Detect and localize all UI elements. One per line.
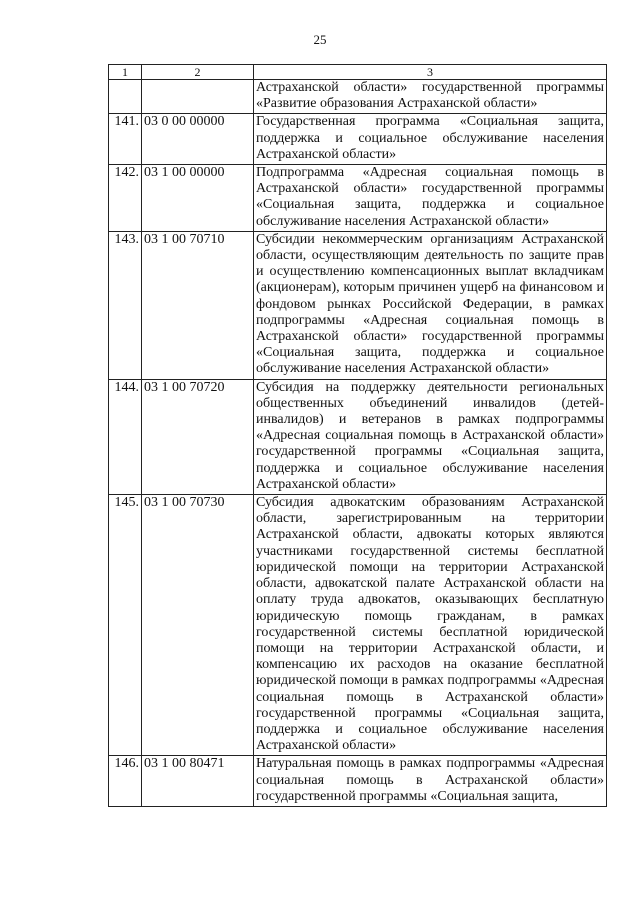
classification-code: 03 1 00 80471 bbox=[142, 756, 254, 807]
row-number: 145. bbox=[109, 495, 142, 756]
column-header-2: 2 bbox=[142, 65, 254, 80]
table-row bbox=[109, 114, 607, 165]
row-description: Субсидия на поддержку деятельности региональных общественных объединений инвалидов (детей-инвалидов) и ветеранов в рамках подпрограммы «Адресная социальная помощь в Астраханской области» государственной программы «Социальная защита, поддержка и социальное обслуживание населения Астраханской области» bbox=[254, 379, 607, 494]
row-description: Натуральная помощь в рамках подпрограммы «Адресная социальная помощь в Астраханской области» государственной программы «Социальная защита, bbox=[254, 756, 607, 807]
table-row bbox=[109, 165, 607, 232]
classification-code: 03 1 00 00000 bbox=[142, 165, 254, 232]
row-number: 141. bbox=[109, 114, 142, 165]
row-description: Государственная программа «Социальная защита, поддержка и социальное обслуживание населения Астраханской области» bbox=[254, 114, 607, 165]
row-number: 142. bbox=[109, 165, 142, 232]
table-row bbox=[109, 495, 607, 756]
page-number: 25 bbox=[313, 32, 327, 47]
table-row bbox=[109, 231, 607, 379]
classification-code bbox=[142, 80, 254, 114]
table-row bbox=[109, 379, 607, 494]
budget-classification-table bbox=[108, 64, 607, 807]
column-header-3: 3 bbox=[254, 65, 607, 80]
classification-code: 03 0 00 00000 bbox=[142, 114, 254, 165]
table-row bbox=[109, 80, 607, 114]
row-description: Астраханской области» государственной программы «Развитие образования Астраханской области» bbox=[254, 80, 607, 114]
classification-code: 03 1 00 70720 bbox=[142, 379, 254, 494]
row-number: 146. bbox=[109, 756, 142, 807]
row-description: Субсидии некоммерческим организациям Астраханской области, осуществляющим деятельность по защите прав и осуществлению компенсационных выплат вкладчикам (акционерам), которым причинен ущерб на финансовом и фондовом рынках Российской Федерации, в рамках подпрограммы «Адресная социальная помощь в Астраханской области» государственной программы «Социальная защита, поддержка и социальное обслуживание населения Астраханской области» bbox=[254, 231, 607, 379]
classification-code: 03 1 00 70730 bbox=[142, 495, 254, 756]
classification-code: 03 1 00 70710 bbox=[142, 231, 254, 379]
row-number: 143. bbox=[109, 231, 142, 379]
row-number: 144. bbox=[109, 379, 142, 494]
table-header-row bbox=[109, 65, 607, 80]
row-description: Субсидия адвокатским образованиям Астраханской области, зарегистрированным на территории Астраханской области, адвокаты которых являются участниками государственной системы бесплатной юридической помощи на территории Астраханской области, адвокатской палате Астраханской области на оплату труда адвокатов, оказывающих бесплатную юридическую помощь гражданам, в рамках государственной системы бесплатной юридической помощи на территории Астраханской области, и компенсацию их расходов на оказание бесплатной юридической помощи в рамках подпрограммы «Адресная социальная помощь в Астраханской области» государственной программы «Социальная защита, поддержка и социальное обслуживание населения Астраханской области» bbox=[254, 495, 607, 756]
row-description: Подпрограмма «Адресная социальная помощь в Астраханской области» государственной программы «Социальная защита, поддержка и социальное обслуживание населения Астраханской области» bbox=[254, 165, 607, 232]
column-header-1: 1 bbox=[109, 65, 142, 80]
table-row bbox=[109, 756, 607, 807]
row-number bbox=[109, 80, 142, 114]
